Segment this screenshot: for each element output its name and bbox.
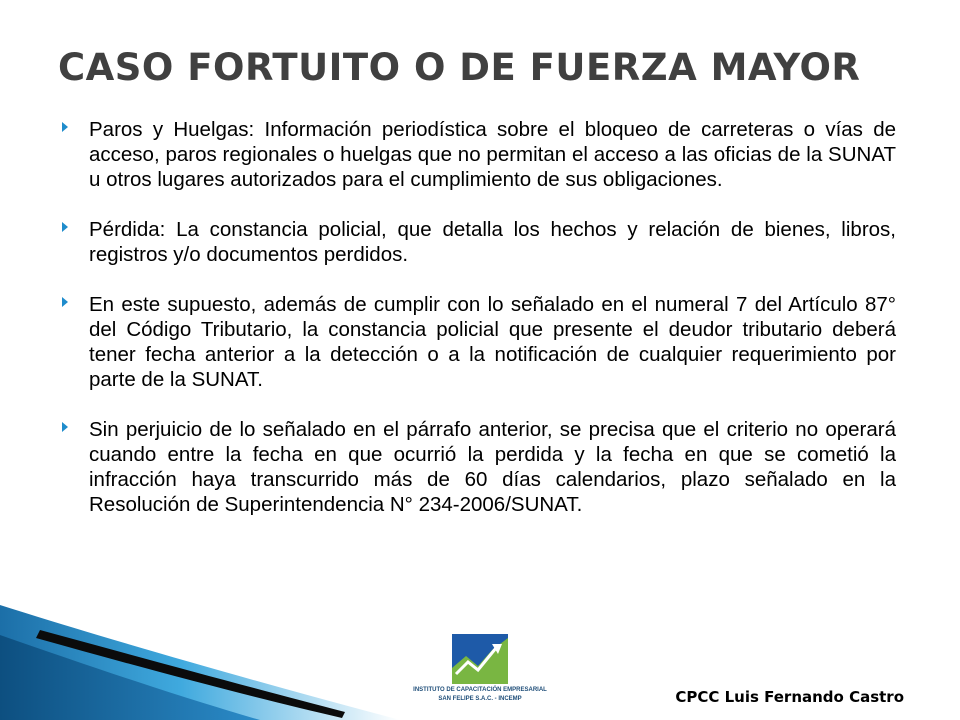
bullet-text: Paros y Huelgas: Información periodística sobre el bloqueo de carreteras o vías de acceso, paros regionales o huelgas que no permitan el acceso a las oficias de la SUNAT u otros lugares autorizados para el cumplimiento de sus obligaciones.	[89, 118, 896, 191]
bullet-item	[60, 117, 896, 192]
arrow-right-icon	[62, 222, 68, 232]
bullet-list	[60, 117, 896, 542]
arrow-right-icon	[62, 297, 68, 307]
bullet-text: Sin perjuicio de lo señalado en el párrafo anterior, se precisa que el criterio no operará cuando entre la fecha en que ocurrió la perdida y la fecha en que se cometió la infracción haya transcurrido más de 60 días calendarios, plazo señalado en la Resolución de Superintendencia N° 234-2006/SUNAT.	[89, 418, 896, 516]
author-name: CPCC Luis Fernando Castro	[675, 688, 904, 706]
logo-name: INSTITUTO DE CAPACITACIÓN EMPRESARIAL	[413, 687, 547, 693]
bullet-text: Pérdida: La constancia policial, que detalla los hechos y relación de bienes, libros, registros y/o documentos perdidos.	[89, 218, 896, 266]
bullet-item	[60, 217, 896, 267]
bullet-item	[60, 417, 896, 517]
institute-logo	[400, 634, 560, 720]
arrow-right-icon	[62, 422, 68, 432]
decorative-swoosh	[0, 590, 400, 720]
bullet-item	[60, 292, 896, 392]
arrow-right-icon	[62, 122, 68, 132]
slide-title: CASO FORTUITO O DE FUERZA MAYOR	[58, 46, 861, 89]
logo-subname: SAN FELIPE S.A.C. - INCEMP	[438, 696, 522, 702]
growth-chart-logo-icon	[452, 634, 508, 684]
bullet-text: En este supuesto, además de cumplir con lo señalado en el numeral 7 del Artículo 87° del Código Tributario, la constancia policial que presente el deudor tributario deberá tener fecha anterior a la detección o a la notificación de cualquier requerimiento por parte de la SUNAT.	[89, 293, 896, 391]
